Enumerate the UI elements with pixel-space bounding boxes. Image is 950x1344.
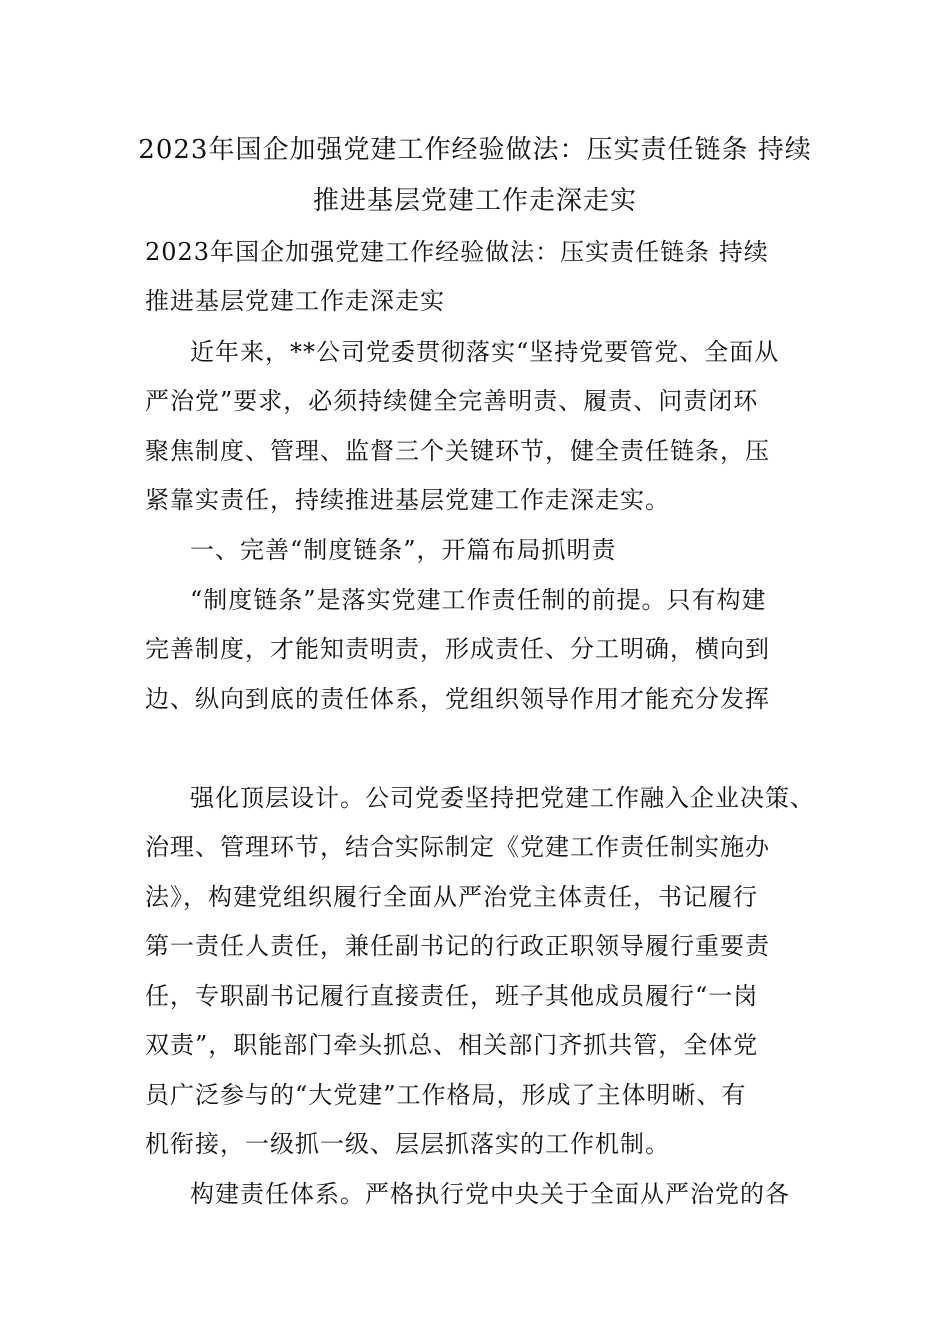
paragraph-line: 双责”，职能部门牵头抓总、相关部门齐抓共管，全体党 (145, 1031, 759, 1059)
paragraph-line: 机衔接，一级抓一级、层层抓落实的工作机制。 (145, 1130, 670, 1158)
paragraph-line: 任，专职副书记履行直接责任，班子其他成员履行“一岗 (145, 982, 759, 1010)
paragraph-line: 边、纵向到底的责任体系，党组织领导作用才能充分发挥 (145, 685, 770, 713)
paragraph-line: 紧靠实责任，持续推进基层党建工作走深走实。 (145, 486, 670, 514)
document-title-line-2: 推进基层党建工作走深走实 (312, 186, 637, 216)
document-title-line-1: 2023年国企加强党建工作经验做法：压实责任链条 持续 (138, 135, 812, 165)
paragraph-line: 构建责任体系。严格执行党中央关于全面从严治党的各 (190, 1180, 790, 1208)
subtitle-line-2: 推进基层党建工作走深走实 (145, 287, 445, 315)
paragraph-line: 法》，构建党组织履行全面从严治党主体责任，书记履行 (145, 883, 758, 911)
paragraph-line: 严治党”要求，必须持续健全完善明责、履责、问责闭环 (145, 387, 759, 415)
paragraph-line: 强化顶层设计。公司党委坚持把党建工作融入企业决策、 (190, 784, 815, 812)
section-heading: 一、完善“制度链条”，开篇布局抓明责 (190, 536, 617, 564)
paragraph-line: 治理、管理环节，结合实际制定《党建工作责任制实施办 (145, 833, 770, 861)
paragraph-line: “制度链条”是落实党建工作责任制的前提。只有构建 (190, 586, 767, 614)
paragraph-line: 第一责任人责任，兼任副书记的行政正职领导履行重要责 (145, 932, 770, 960)
subtitle-line-1: 2023年国企加强党建工作经验做法：压实责任链条 持续 (145, 238, 769, 266)
paragraph-line: 完善制度，才能知责明责，形成责任、分工明确，横向到 (145, 635, 770, 663)
paragraph-line: 员广泛参与的“大党建”工作格局，形成了主体明晰、有 (145, 1081, 747, 1109)
paragraph-line: 聚焦制度、管理、监督三个关键环节，健全责任链条，压 (145, 437, 770, 465)
paragraph-line: 近年来，**公司党委贯彻落实“坚持党要管党、全面从 (190, 338, 780, 366)
